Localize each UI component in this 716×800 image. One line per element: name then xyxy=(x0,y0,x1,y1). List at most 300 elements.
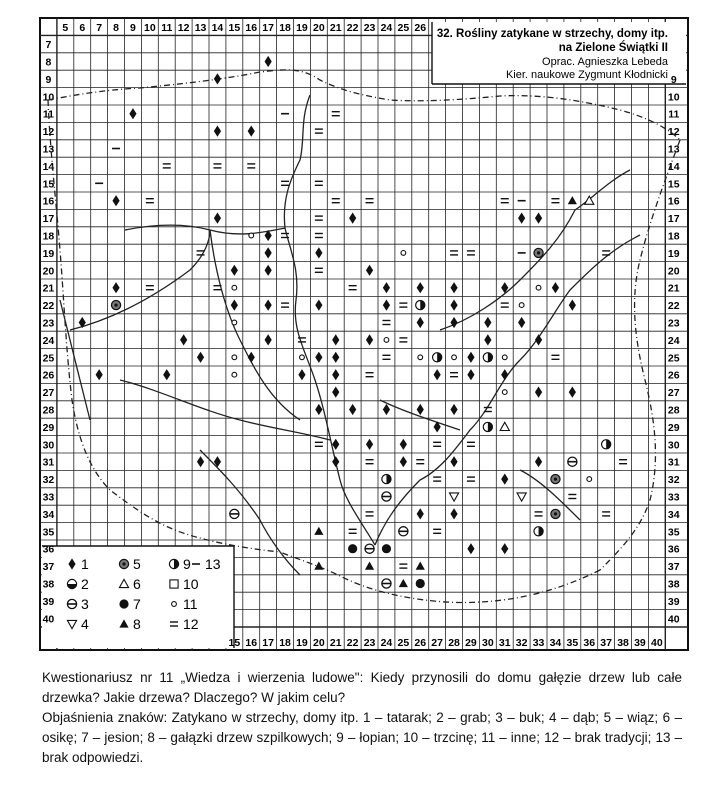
col-label-bottom: 31 xyxy=(498,637,511,649)
title-line-4: Kier. naukowe Zygmunt Kłodnicki xyxy=(505,69,668,81)
map-marker-equals xyxy=(349,529,357,533)
map-marker-half-moon xyxy=(382,475,391,484)
col-label-bottom: 18 xyxy=(279,637,291,649)
legend-number: 13 xyxy=(205,556,221,572)
row-label-right: 24 xyxy=(667,334,680,347)
map-marker-diamond xyxy=(315,247,322,258)
map-marker-equals xyxy=(467,477,475,481)
map-marker-equals xyxy=(332,112,340,116)
map-marker-equals xyxy=(366,460,374,464)
map-marker-diamond xyxy=(231,300,238,311)
col-label-bottom: 21 xyxy=(329,637,342,649)
row-label-left: 33 xyxy=(42,491,55,504)
map-marker-equals xyxy=(450,373,458,377)
map-marker-diamond xyxy=(417,282,424,293)
col-label-bottom: 29 xyxy=(465,637,477,649)
row-label-left: 21 xyxy=(42,282,55,295)
map-marker-diamond xyxy=(417,317,424,328)
map-marker-equals xyxy=(619,460,627,464)
row-label-right: 11 xyxy=(668,108,680,121)
map-marker-equals xyxy=(416,460,424,464)
row-label-left: 22 xyxy=(42,300,55,313)
map-marker-circle-bar xyxy=(568,457,577,466)
map-marker-grey-circle xyxy=(551,475,560,484)
col-label-top: 14 xyxy=(211,22,224,34)
row-label-left: 15 xyxy=(42,178,55,191)
row-label-left: 36 xyxy=(42,543,55,556)
col-label-bottom: 25 xyxy=(397,637,410,649)
legend-number: 1 xyxy=(81,556,89,572)
row-label-right: 21 xyxy=(667,282,680,295)
map-marker-equals xyxy=(146,199,154,203)
row-label-right: 39 xyxy=(667,595,680,608)
map-marker-diamond xyxy=(332,387,339,398)
row-label-right: 29 xyxy=(667,421,680,434)
map-marker-diamond xyxy=(450,404,457,415)
legend-number: 9 xyxy=(183,556,191,572)
map-marker-diamond xyxy=(265,265,272,276)
col-label-top: 17 xyxy=(262,22,274,34)
map-marker-diamond xyxy=(248,352,255,363)
map-marker-equals xyxy=(332,199,340,203)
map-marker-equals xyxy=(281,234,289,238)
map-marker-small-circle xyxy=(587,477,592,482)
map-marker-equals xyxy=(315,442,323,446)
row-label-left: 34 xyxy=(42,508,55,521)
map-marker-equals xyxy=(315,234,323,238)
map-marker-equals xyxy=(433,442,441,446)
map-marker-small-circle xyxy=(232,285,237,290)
row-label-left: 10 xyxy=(42,91,55,104)
col-label-bottom: 26 xyxy=(414,637,427,649)
row-label-left: 38 xyxy=(42,578,55,591)
row-label-right: 18 xyxy=(667,230,680,243)
map-marker-diamond xyxy=(366,334,373,345)
map-marker-equals xyxy=(213,164,221,168)
row-label-right: 31 xyxy=(667,456,680,469)
row-label-right: 35 xyxy=(667,526,680,539)
map-marker-equals xyxy=(399,338,407,342)
row-label-right: 19 xyxy=(667,247,680,260)
map-marker-diamond xyxy=(315,300,322,311)
map-marker-equals xyxy=(450,251,458,255)
map-marker-equals xyxy=(602,512,610,516)
map-marker-diamond xyxy=(417,508,424,519)
map-marker-diamond xyxy=(180,334,187,345)
map-marker-diamond xyxy=(231,265,238,276)
row-label-right: 36 xyxy=(667,543,680,556)
row-label-left: 26 xyxy=(42,369,55,382)
map-marker-diamond xyxy=(434,369,441,380)
row-label-left: 14 xyxy=(42,160,55,173)
legend-number: 4 xyxy=(81,616,89,632)
map-marker-diamond xyxy=(569,300,576,311)
map-marker-diamond xyxy=(332,352,339,363)
map-marker-diamond xyxy=(163,369,170,380)
map-marker-diamond xyxy=(298,369,305,380)
map-marker-filled-triangle xyxy=(568,196,577,204)
map-marker-half-moon xyxy=(483,353,492,362)
map-marker-circle-bar xyxy=(382,492,391,501)
caption-question: Kwestionariusz nr 11 „Wiedza i wierzenia ludowe": Kiedy przynosili do domu gałęzie drzew lub całe drzewka? Jakie drzewa? Dlaczego? W jakim celu? xyxy=(42,670,682,705)
col-label-top: 23 xyxy=(363,22,376,34)
map-marker-equals xyxy=(315,216,323,220)
map-marker-diamond xyxy=(501,369,508,380)
col-label-top: 15 xyxy=(228,22,241,34)
map-marker-circle-bar xyxy=(382,579,391,588)
map-marker-diamond xyxy=(197,352,204,363)
title-line-2: na Zielone Świątki II xyxy=(558,42,668,54)
map-marker-diamond xyxy=(332,456,339,467)
row-label-left: 20 xyxy=(42,265,55,278)
map-marker-diamond xyxy=(383,300,390,311)
row-label-right: 25 xyxy=(667,352,680,365)
map-marker-equals xyxy=(382,321,390,325)
map-marker-half-moon xyxy=(534,527,543,536)
map-marker-diamond xyxy=(518,317,525,328)
legend-symbol-square-open xyxy=(170,580,178,588)
map-marker-equals xyxy=(281,303,289,307)
map-marker-circle-bar xyxy=(365,544,374,553)
col-label-top: 21 xyxy=(329,22,342,34)
title-line-3: Oprac. Agnieszka Lebeda xyxy=(542,56,668,68)
row-label-right: 9 xyxy=(670,73,677,86)
row-label-left: 28 xyxy=(42,404,55,417)
map-marker-diamond xyxy=(265,334,272,345)
map-marker-equals xyxy=(349,286,357,290)
map-marker-diamond xyxy=(467,352,474,363)
map-marker-equals xyxy=(501,303,509,307)
map-marker-equals xyxy=(399,303,407,307)
row-label-left: 12 xyxy=(42,126,55,139)
map-marker-small-circle xyxy=(418,355,423,360)
map-marker-equals xyxy=(602,251,610,255)
rivers xyxy=(60,95,640,575)
row-label-left: 7 xyxy=(45,39,52,52)
map-marker-equals xyxy=(315,129,323,133)
map-marker-half-moon xyxy=(416,301,425,310)
row-label-left: 27 xyxy=(42,387,55,400)
map-marker-equals xyxy=(366,373,374,377)
col-label-bottom: 20 xyxy=(313,637,325,649)
map-marker-equals xyxy=(281,181,289,185)
row-label-right: 17 xyxy=(667,213,680,226)
map-marker-equals xyxy=(315,181,323,185)
map-marker-diamond xyxy=(417,404,424,415)
col-label-top: 5 xyxy=(62,22,69,34)
col-label-top: 7 xyxy=(96,22,103,34)
row-label-right: 16 xyxy=(667,195,680,208)
row-label-right: 23 xyxy=(667,317,680,330)
row-label-right: 37 xyxy=(667,561,680,574)
map-marker-filled-circle xyxy=(382,544,391,553)
legend-number: 12 xyxy=(183,616,199,632)
col-label-bottom: 15 xyxy=(228,637,241,649)
map-marker-diamond xyxy=(315,404,322,415)
legend-number: 7 xyxy=(133,596,141,612)
row-label-left: 31 xyxy=(42,456,55,469)
legend-symbol-half-moon xyxy=(169,559,178,568)
map-marker-equals xyxy=(298,338,306,342)
col-label-top: 12 xyxy=(177,22,190,34)
col-label-bottom: 28 xyxy=(448,637,460,649)
col-label-top: 16 xyxy=(245,22,258,34)
col-label-bottom: 32 xyxy=(515,637,528,649)
map-marker-diamond xyxy=(383,282,390,293)
col-label-top: 20 xyxy=(313,22,325,34)
map-marker-diamond xyxy=(214,213,221,224)
map-marker-equals xyxy=(433,477,441,481)
map-marker-diamond xyxy=(450,282,457,293)
map-marker-small-circle xyxy=(536,285,541,290)
map-marker-diamond xyxy=(265,300,272,311)
map-marker-diamond xyxy=(450,317,457,328)
legend-symbol-half-circle xyxy=(67,579,76,588)
map-marker-small-circle xyxy=(519,303,524,308)
col-label-top: 24 xyxy=(380,22,393,34)
row-label-left: 18 xyxy=(42,230,55,243)
col-label-bottom: 23 xyxy=(363,637,376,649)
map-marker-diamond xyxy=(265,247,272,258)
map-marker-diamond xyxy=(112,282,119,293)
title-line-1: 32. Rośliny zatykane w strzechy, domy itp. xyxy=(436,28,668,40)
col-label-top: 19 xyxy=(296,22,308,34)
map-marker-diamond xyxy=(96,369,103,380)
map-marker-grey-circle xyxy=(551,509,560,518)
map-marker-small-circle xyxy=(232,372,237,377)
legend-number: 10 xyxy=(183,576,199,592)
row-label-right: 15 xyxy=(667,178,680,191)
map-marker-diamond xyxy=(349,404,356,415)
map-marker-small-circle xyxy=(249,233,254,238)
col-label-top: 9 xyxy=(130,22,136,34)
legend-symbol-grey-circle xyxy=(119,559,128,568)
map-marker-filled-triangle xyxy=(399,579,408,587)
caption-legend-explanation: Objaśnienia znaków: Zatykano w strzechy, domy itp. 1 – tatarak; 2 – grab; 3 – buk; 4 – dąb; 5 – wiąz; 6 – osikę; 7 – jesion; 8 – gałązki drzew szpilkowych; 9 – łopian; 10 – trzcinę; 11 – inne; 12 – brak tradycji; 13 – brak odpowiedzi. xyxy=(42,710,682,765)
map-marker-diamond xyxy=(450,508,457,519)
map-marker-diamond xyxy=(265,56,272,67)
legend-number: 3 xyxy=(81,596,89,612)
col-label-top: 25 xyxy=(397,22,410,34)
row-label-right: 34 xyxy=(667,508,680,521)
col-label-bottom: 17 xyxy=(262,637,274,649)
map-marker-diamond xyxy=(518,213,525,224)
map-marker-small-circle xyxy=(452,355,457,360)
map-marker-diamond xyxy=(349,213,356,224)
map-marker-equals xyxy=(315,268,323,272)
legend-symbol-small-circle xyxy=(172,602,177,607)
row-label-right: 33 xyxy=(667,491,680,504)
map-marker-filled-triangle xyxy=(314,527,323,535)
map-marker-equals xyxy=(484,408,492,412)
map-marker-diamond xyxy=(535,334,542,345)
map-marker-filled-triangle xyxy=(365,562,374,570)
map-marker-small-circle xyxy=(401,251,406,256)
row-label-left: 39 xyxy=(42,595,55,608)
legend-number: 8 xyxy=(133,616,141,632)
col-label-bottom: 34 xyxy=(549,637,562,649)
col-label-bottom: 35 xyxy=(566,637,579,649)
map-marker-diamond xyxy=(484,334,491,345)
row-label-left: 24 xyxy=(42,334,55,347)
map-marker-grey-circle xyxy=(111,301,120,310)
row-label-left: 23 xyxy=(42,317,55,330)
map-marker-diamond xyxy=(450,456,457,467)
row-label-left: 9 xyxy=(45,73,52,86)
map-marker-equals xyxy=(399,564,407,568)
map-marker-small-circle xyxy=(502,390,507,395)
map-marker-small-circle xyxy=(232,320,237,325)
row-label-right: 22 xyxy=(667,300,680,313)
map-marker-small-circle xyxy=(232,355,237,360)
caption xyxy=(42,668,682,768)
map-marker-equals xyxy=(433,529,441,533)
map-marker-diamond xyxy=(383,404,390,415)
map-marker-equals xyxy=(247,164,255,168)
col-label-bottom: 24 xyxy=(380,637,393,649)
map-marker-equals xyxy=(535,512,543,516)
row-label-right: 28 xyxy=(667,404,680,417)
legend-number: 2 xyxy=(81,576,89,592)
col-label-bottom: 27 xyxy=(431,637,443,649)
row-label-right: 10 xyxy=(667,91,680,104)
col-label-top: 18 xyxy=(279,22,291,34)
map-marker-half-moon xyxy=(483,422,492,431)
map-marker-diamond xyxy=(400,439,407,450)
map-marker-diamond xyxy=(366,265,373,276)
map-marker-diamond xyxy=(315,352,322,363)
map-marker-diamond xyxy=(467,543,474,554)
map-marker-half-moon xyxy=(433,353,442,362)
map-marker-circle-bar xyxy=(230,509,239,518)
map-marker-equals xyxy=(146,286,154,290)
row-label-left: 30 xyxy=(42,439,55,452)
row-label-right: 30 xyxy=(667,439,680,452)
col-label-bottom: 39 xyxy=(634,637,646,649)
col-label-bottom: 40 xyxy=(651,637,663,649)
map-marker-circle-bar xyxy=(399,527,408,536)
map-marker-diamond xyxy=(214,73,221,84)
map-marker-diamond xyxy=(484,317,491,328)
col-label-bottom: 36 xyxy=(583,637,596,649)
col-label-bottom: 22 xyxy=(346,637,359,649)
col-label-top: 22 xyxy=(346,22,359,34)
row-label-left: 8 xyxy=(45,56,52,69)
row-label-right: 14 xyxy=(667,160,680,173)
row-label-right: 13 xyxy=(667,143,680,156)
legend-symbol-filled-circle xyxy=(119,599,128,608)
map-marker-diamond xyxy=(400,456,407,467)
col-label-top: 10 xyxy=(144,22,156,34)
map-marker-equals xyxy=(366,199,374,203)
map-marker-diamond xyxy=(214,126,221,137)
map-marker-grey-circle xyxy=(534,248,543,257)
map-marker-diamond xyxy=(129,108,136,119)
map-marker-diamond xyxy=(332,334,339,345)
map-marker-diamond xyxy=(450,300,457,311)
row-label-left: 11 xyxy=(42,108,55,121)
map-marker-equals xyxy=(501,199,509,203)
row-label-left: 17 xyxy=(42,213,55,226)
row-label-left: 25 xyxy=(42,352,55,365)
map-marker-equals xyxy=(551,199,559,203)
map-marker-filled-circle xyxy=(416,579,425,588)
col-label-top: 8 xyxy=(113,22,119,34)
col-label-bottom: 30 xyxy=(482,637,494,649)
map-marker-diamond xyxy=(501,474,508,485)
legend-number: 11 xyxy=(183,596,198,612)
map-marker-diamond xyxy=(569,387,576,398)
row-label-right: 26 xyxy=(667,369,680,382)
map-marker-diamond xyxy=(248,126,255,137)
col-label-bottom: 38 xyxy=(617,637,629,649)
row-label-right: 20 xyxy=(667,265,680,278)
col-label-bottom: 33 xyxy=(532,637,545,649)
legend-number: 6 xyxy=(133,576,141,592)
row-label-right: 40 xyxy=(667,613,680,626)
col-label-top: 26 xyxy=(414,22,427,34)
row-label-left: 19 xyxy=(42,247,55,260)
row-label-right: 32 xyxy=(667,474,680,487)
row-label-left: 13 xyxy=(42,143,55,156)
map-marker-equals xyxy=(551,355,559,359)
map-marker-equals xyxy=(366,512,374,516)
map-marker-diamond xyxy=(112,195,119,206)
map-marker-diamond xyxy=(332,439,339,450)
row-label-left: 16 xyxy=(42,195,55,208)
map-marker-equals xyxy=(467,442,475,446)
row-label-left: 40 xyxy=(42,613,55,626)
map-marker-diamond xyxy=(197,456,204,467)
row-label-right: 38 xyxy=(667,578,680,591)
col-label-bottom: 37 xyxy=(600,637,612,649)
row-label-right: 27 xyxy=(667,387,680,400)
map-marker-diamond xyxy=(366,439,373,450)
row-label-left: 37 xyxy=(42,561,55,574)
map-marker-equals xyxy=(382,355,390,359)
map-marker-diamond xyxy=(535,456,542,467)
map-marker-equals xyxy=(163,164,171,168)
col-label-top: 11 xyxy=(161,22,173,34)
col-label-top: 6 xyxy=(79,22,86,34)
map-marker-small-circle xyxy=(384,338,389,343)
row-label-left: 35 xyxy=(42,526,55,539)
map-marker-equals xyxy=(568,495,576,499)
row-label-left: 32 xyxy=(42,474,55,487)
map-marker-triangle-down xyxy=(449,493,458,501)
map-marker-filled-circle xyxy=(348,544,357,553)
map-marker-small-circle xyxy=(502,355,507,360)
map-marker-diamond xyxy=(552,282,559,293)
row-label-left: 29 xyxy=(42,421,55,434)
row-label-right: 12 xyxy=(667,126,680,139)
map-marker-diamond xyxy=(332,369,339,380)
map-marker-diamond xyxy=(501,543,508,554)
legend-symbol-circle-bar xyxy=(67,599,76,608)
map-marker-small-circle xyxy=(300,355,305,360)
map-marker-triangle-down xyxy=(517,493,526,501)
map-marker-equals xyxy=(467,251,475,255)
map-marker-filled-triangle xyxy=(416,562,425,570)
map-marker-diamond xyxy=(535,213,542,224)
col-label-bottom: 16 xyxy=(245,637,258,649)
map-marker-diamond xyxy=(467,369,474,380)
col-label-bottom: 19 xyxy=(296,637,308,649)
col-label-top: 13 xyxy=(194,22,207,34)
legend-number: 5 xyxy=(133,556,141,572)
map-marker-diamond xyxy=(535,387,542,398)
map-marker-triangle-up-open xyxy=(500,422,509,430)
